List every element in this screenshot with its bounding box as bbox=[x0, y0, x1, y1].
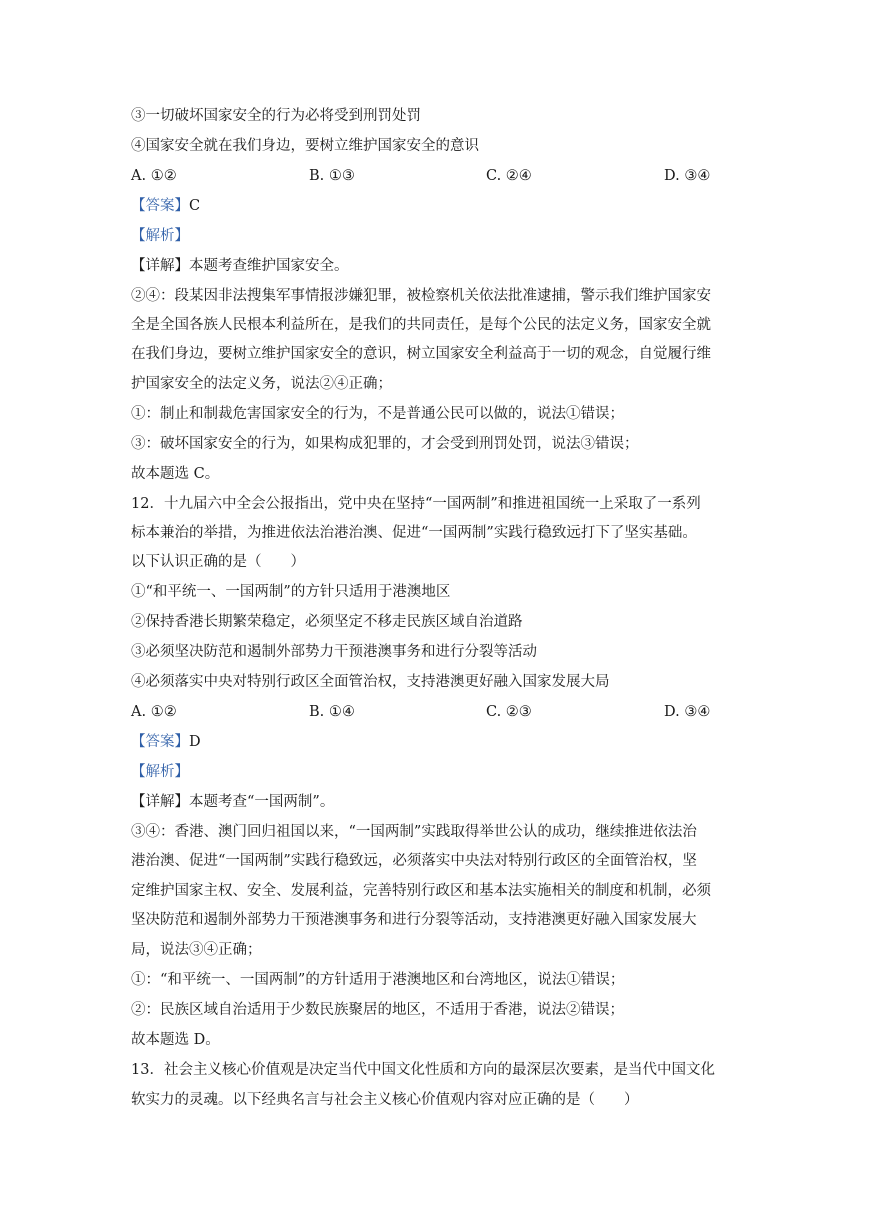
q12-option-d: D. ③④ bbox=[664, 704, 711, 720]
q11-option-b: B. ①③ bbox=[309, 168, 355, 184]
answer-tag: 【答案】 bbox=[131, 198, 189, 214]
q12-stem-line: 以下认识正确的是（ ） bbox=[131, 554, 305, 570]
q12-stem-line: 标本兼治的举措，为推进依法治港治澳、促进“一国两制”实践行稳致远打下了坚实基础。 bbox=[131, 525, 697, 541]
detail-tag: 【详解】 bbox=[131, 258, 189, 274]
q12-option-a: A. ①② bbox=[131, 704, 177, 720]
q13-stem-line: 13．社会主义核心价值观是决定当代中国文化性质和方向的最深层次要素，是当代中国文化 bbox=[131, 1062, 715, 1078]
q12-explanation-line: 坚决防范和遏制外部势力干预港澳事务和进行分裂等活动，支持港澳更好融入国家发展大 bbox=[131, 912, 697, 928]
q12-explanation-line: 定维护国家主权、安全、发展利益，完善特别行政区和基本法实施相关的制度和机制，必须 bbox=[131, 883, 711, 899]
q13-stem-line: 软实力的灵魂。以下经典名言与社会主义核心价值观内容对应正确的是（ ） bbox=[131, 1092, 639, 1108]
q11-option-c: C. ②④ bbox=[486, 168, 532, 184]
q11-analysis-tag: 【解析】 bbox=[131, 228, 189, 244]
q12-stem-line: 12．十九届六中全会公报指出，党中央在坚持“一国两制”和推进祖国统一上采取了一系列 bbox=[131, 496, 701, 512]
q12-explanation-line: ②：民族区域自治适用于少数民族聚居的地区，不适用于香港，说法②错误； bbox=[131, 1002, 624, 1018]
q12-analysis-tag: 【解析】 bbox=[131, 764, 189, 780]
q11-explanation-line: ③：破坏国家安全的行为，如果构成犯罪的，才会受到刑罚处罚，说法③错误； bbox=[131, 436, 639, 452]
q12-option-b: B. ①④ bbox=[309, 704, 355, 720]
q12-statement-3: ③必须坚决防范和遏制外部势力干预港澳事务和进行分裂等活动 bbox=[131, 644, 537, 660]
answer-value: D bbox=[189, 734, 201, 750]
q12-detail bbox=[131, 792, 334, 812]
q12-statement-1: ①“和平统一、一国两制”的方针只适用于港澳地区 bbox=[131, 584, 451, 600]
q11-option-d: D. ③④ bbox=[664, 168, 711, 184]
q11-option-a: A. ①② bbox=[131, 168, 177, 184]
q12-explanation-line: 港治澳、促进“一国两制”实践行稳致远，必须落实中央法对特别行政区的全面管治权，坚 bbox=[131, 853, 697, 869]
q12-statement-4: ④必须落实中央对特别行政区全面管治权，支持港澳更好融入国家发展大局 bbox=[131, 674, 610, 690]
q11-detail bbox=[131, 256, 349, 276]
q11-explanation-line: 全是全国各族人民根本利益所在，是我们的共同责任，是每个公民的法定义务，国家安全就 bbox=[131, 317, 711, 333]
q12-explanation-line: ①：“和平统一、一国两制”的方针适用于港澳地区和台湾地区，说法①错误； bbox=[131, 972, 625, 988]
q11-explanation-line: ①：制止和制裁危害国家安全的行为，不是普通公民可以做的，说法①错误； bbox=[131, 406, 624, 422]
q11-explanation-line: 在我们身边，要树立维护国家安全的意识，树立国家安全利益高于一切的观念，自觉履行维 bbox=[131, 346, 711, 362]
q12-answer bbox=[131, 732, 201, 752]
detail-text: 本题考查“一国两制”。 bbox=[189, 794, 335, 810]
q11-statement-3: ③一切破坏国家安全的行为必将受到刑罚处罚 bbox=[131, 108, 421, 124]
q11-conclusion: 故本题选 C。 bbox=[131, 466, 220, 482]
q12-option-c: C. ②③ bbox=[486, 704, 532, 720]
q12-statement-2: ②保持香港长期繁荣稳定，必须坚定不移走民族区域自治道路 bbox=[131, 614, 523, 630]
q11-statement-4: ④国家安全就在我们身边，要树立维护国家安全的意识 bbox=[131, 138, 479, 154]
q11-explanation-line: 护国家安全的法定义务，说法②④正确； bbox=[131, 376, 392, 392]
answer-value: C bbox=[189, 198, 201, 214]
answer-tag: 【答案】 bbox=[131, 734, 189, 750]
detail-tag: 【详解】 bbox=[131, 794, 189, 810]
q12-explanation-line: 局，说法③④正确； bbox=[131, 942, 262, 958]
q12-conclusion: 故本题选 D。 bbox=[131, 1032, 220, 1048]
detail-text: 本题考查维护国家安全。 bbox=[189, 258, 349, 274]
q11-answer bbox=[131, 196, 200, 216]
q12-explanation-line: ③④：香港、澳门回归祖国以来，“一国两制”实践取得举世公认的成功，继续推进依法治 bbox=[131, 824, 697, 840]
q11-explanation-line: ②④：段某因非法搜集军事情报涉嫌犯罪，被检察机关依法批准逮捕，警示我们维护国家安 bbox=[131, 288, 711, 304]
